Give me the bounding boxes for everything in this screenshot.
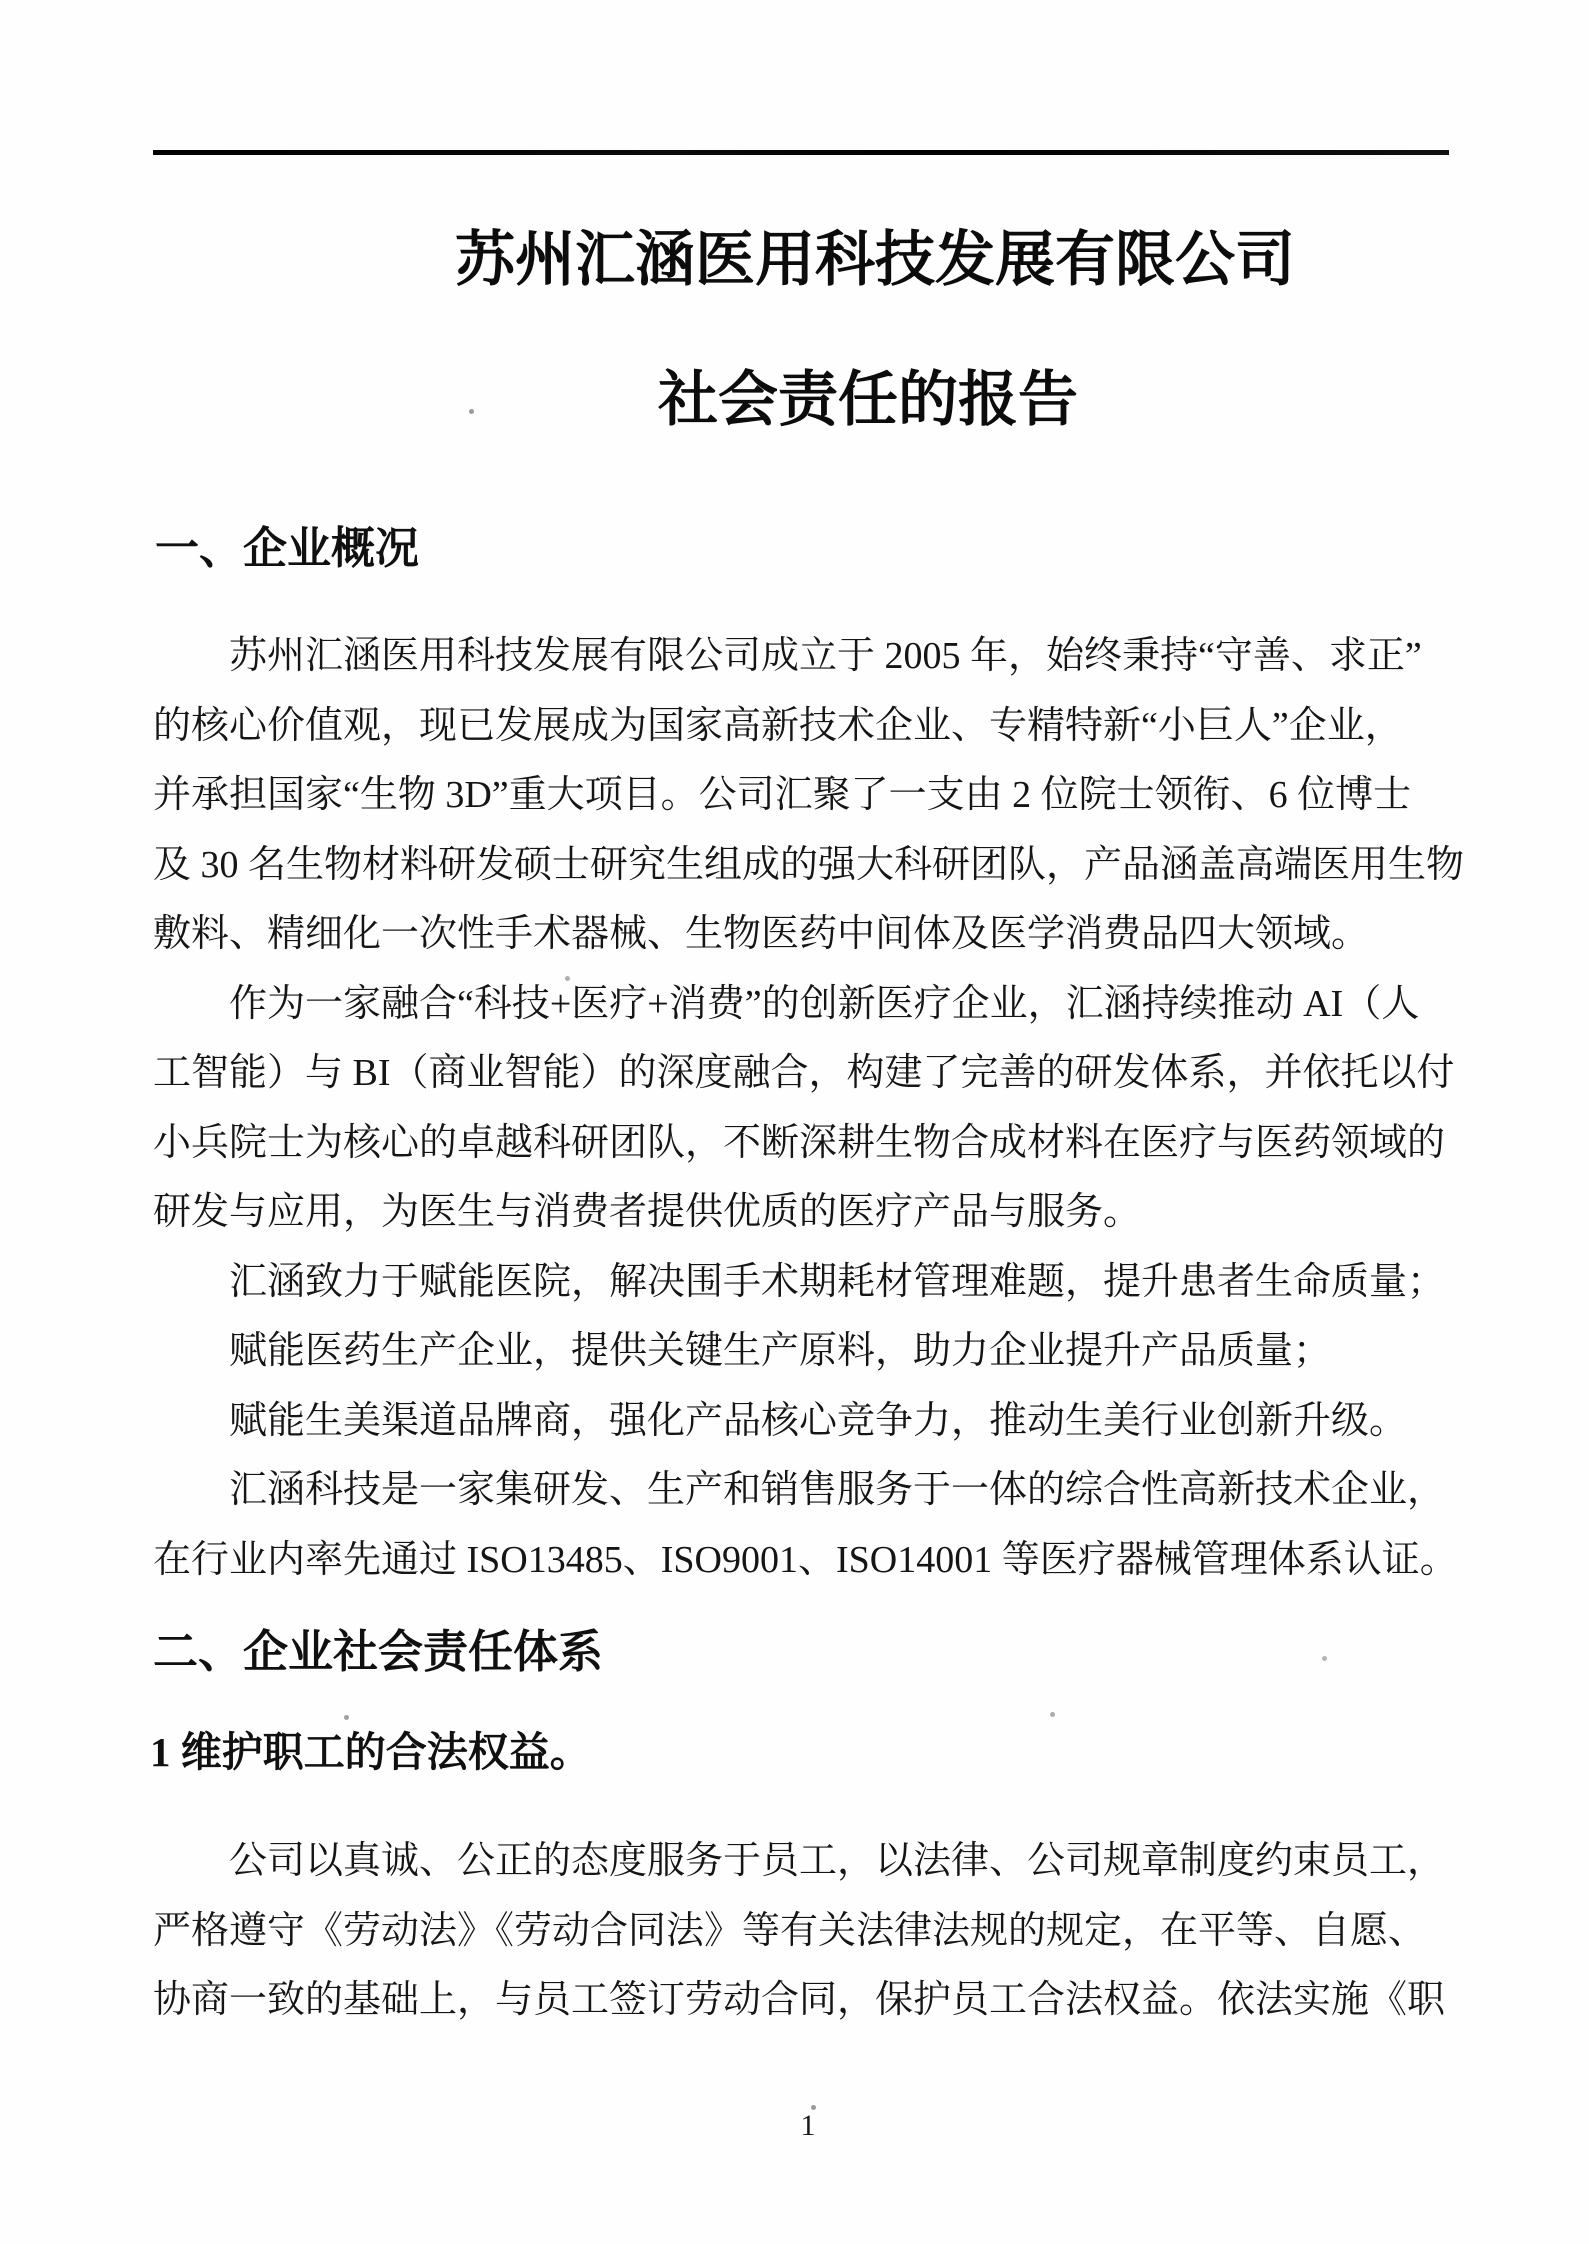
- section2-heading: 二、企业社会责任体系: [153, 1627, 604, 1677]
- report-title-line2: 社会责任的报告: [658, 367, 1078, 433]
- body-line: 严格遵守《劳动法》《劳动合同法》等有关法律法规的规定，在平等、自愿、: [153, 1909, 1427, 1952]
- body-line: 工智能）与 BI（商业智能）的深度融合，构建了完善的研发体系，并依托以付: [153, 1052, 1455, 1094]
- page-number: 1: [800, 2109, 816, 2142]
- body-line: 赋能医药生产企业，提供关键生产原料，助力企业提升产品质量；: [229, 1330, 1332, 1372]
- body-line: 研发与应用，为医生与消费者提供优质的医疗产品与服务。: [153, 1191, 1142, 1233]
- section1-heading: 一、企业概况: [155, 524, 419, 573]
- body-line: 在行业内率先通过 ISO13485、ISO9001、ISO14001 等医疗器械管理体系认证。: [153, 1538, 1458, 1581]
- body-line: 敷料、精细化一次性手术器械、生物医药中间体及医学消费品四大领域。: [153, 913, 1370, 955]
- body-line: 并承担国家“生物 3D”重大项目。公司汇聚了一支由 2 位院士领衔、6 位博士: [153, 774, 1412, 816]
- body-line: 作为一家融合“科技+医疗+消费”的创新医疗企业，汇涵持续推动 AI（人: [229, 982, 1420, 1025]
- body-line: 汇涵致力于赋能医院，解决围手术期耗材管理难题，提升患者生命质量；: [229, 1260, 1446, 1303]
- body-line: 小兵院士为核心的卓越科研团队，不断深耕生物合成材料在医疗与医药领域的: [153, 1121, 1446, 1164]
- section1-body: [153, 622, 1483, 1595]
- body-line: 及 30 名生物材料研发硕士研究生组成的强大科研团队，产品涵盖高端医用生物: [153, 843, 1465, 886]
- header-rule: [153, 150, 1449, 155]
- report-title-line1: 苏州汇涵医用科技发展有限公司: [455, 227, 1295, 293]
- body-line: 协商一致的基础上，与员工签订劳动合同，保护员工合法权益。依法实施《职: [153, 1979, 1446, 2021]
- section2-body: [153, 1827, 1483, 2036]
- body-line: 公司以真诚、公正的态度服务于员工，以法律、公司规章制度约束员工，: [229, 1840, 1446, 1882]
- scan-specks: [0, 0, 3, 3]
- body-line: 汇涵科技是一家集研发、生产和销售服务于一体的综合性高新技术企业，: [229, 1469, 1446, 1511]
- body-line: 苏州汇涵医用科技发展有限公司成立于 2005 年，始终秉持“守善、求正”: [229, 635, 1422, 677]
- body-line: 赋能生美渠道品牌商，强化产品核心竞争力，推动生美行业创新升级。: [229, 1399, 1408, 1442]
- body-line: 的核心价值观，现已发展成为国家高新技术企业、专精特新“小巨人”企业，: [153, 704, 1403, 747]
- subsection1-heading: 1 维护职工的合法权益。: [150, 1729, 591, 1775]
